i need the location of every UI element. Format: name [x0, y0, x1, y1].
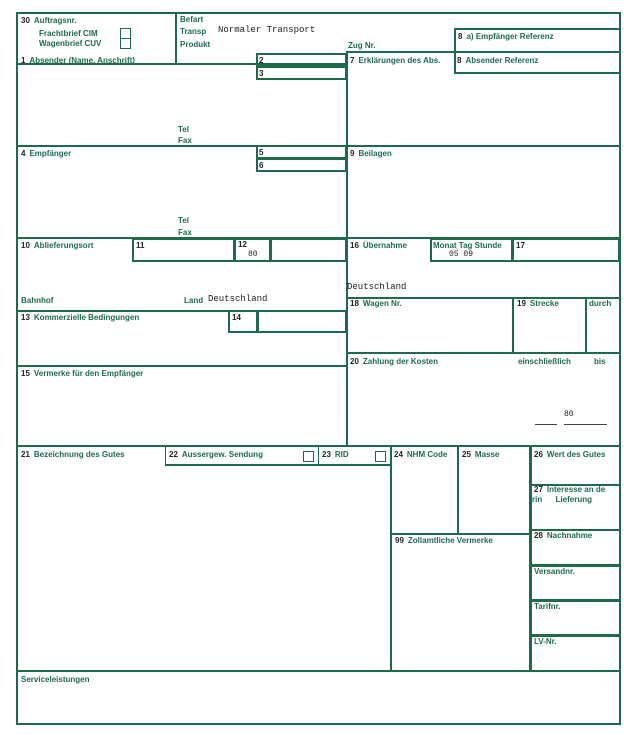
label-11: 11 — [136, 241, 145, 250]
label-26: 26 Wert des Gutes — [534, 450, 606, 459]
label-22: 22 Aussergew. Sendung — [169, 450, 263, 459]
label-4: 4 Empfänger — [21, 149, 72, 158]
label-6: 6 — [259, 161, 264, 170]
checkbox-23[interactable] — [375, 451, 386, 462]
label-20: 20 Zahlung der Kosten — [350, 357, 439, 366]
label-service: Serviceleistungen — [21, 675, 90, 684]
label-bis: bis — [594, 357, 606, 366]
field-20-value: 80 — [564, 410, 574, 419]
label-5: 5 — [259, 148, 264, 157]
label-21: 21 Bezeichnung des Gutes — [21, 450, 125, 459]
label-27b: rin Lieferung — [532, 495, 593, 504]
label-18: 18 Wagen Nr. — [350, 299, 402, 308]
label-durch: durch — [589, 299, 612, 308]
label-cim: Frachtbrief CIM — [39, 29, 98, 38]
label-15: 15 Vermerke für den Empfänger — [21, 369, 144, 378]
label-tel: Tel — [178, 125, 189, 134]
label-19: 19 Strecke — [517, 299, 559, 308]
field-2[interactable] — [256, 53, 347, 67]
label-10: 10 Ablieferungsort — [21, 241, 94, 250]
label-8: 8 Absender Referenz — [457, 56, 539, 65]
checkbox-cuv[interactable] — [120, 38, 131, 49]
label-23: 23 RID — [322, 450, 349, 459]
label-land: Land — [184, 296, 204, 305]
label-cuv: Wagenbrief CUV — [39, 39, 102, 48]
field-9[interactable] — [346, 145, 621, 239]
label-13: 13 Kommerzielle Bedingungen — [21, 313, 140, 322]
label-99: 99 Zollamtliche Vermerke — [395, 536, 493, 545]
label-tel: Tel — [178, 216, 189, 225]
label-2: 2 — [259, 56, 264, 65]
label-tarifnr: Tarifnr. — [534, 602, 561, 611]
label-17: 17 — [516, 241, 525, 250]
label-befart: Befart — [180, 15, 204, 24]
label-3: 3 — [259, 69, 264, 78]
field-12b[interactable] — [270, 238, 347, 262]
label-12: 12 — [238, 240, 247, 249]
label-bahnhof: Bahnhof — [21, 296, 54, 305]
label-25: 25 Masse — [462, 450, 500, 459]
label-16: 16 Übernahme — [350, 241, 407, 250]
transp-value: Normaler Transport — [218, 25, 316, 35]
label-fax: Fax — [178, 136, 192, 145]
label-9: 9 Beilagen — [350, 149, 392, 158]
field-5[interactable] — [256, 145, 347, 159]
label-24: 24 NHM Code — [394, 450, 448, 459]
label-27: 27 Interesse an de — [534, 485, 606, 494]
label-versandnr: Versandnr. — [534, 567, 575, 576]
field-12-value: 80 — [248, 250, 258, 259]
field-20[interactable] — [346, 352, 621, 447]
label-30: 30 Auftragsnr. — [21, 16, 77, 25]
label-1: 1 Absender (Name, Anschrift) — [21, 56, 135, 65]
label-transp: Transp — [180, 27, 207, 36]
field-21[interactable] — [16, 445, 392, 672]
checkbox-22[interactable] — [303, 451, 314, 462]
field-service[interactable] — [16, 670, 621, 725]
label-zug: Zug Nr. — [348, 41, 376, 50]
label-datetime: Monat Tag Stunde — [433, 241, 502, 250]
label-produkt: Produkt — [180, 40, 211, 49]
label-14: 14 — [232, 313, 241, 322]
country-value: Deutschland — [347, 282, 407, 292]
datetime-value: 05 09 — [449, 250, 474, 259]
label-einschliesslich: einschließlich — [518, 357, 571, 366]
land-value: Deutschland — [208, 294, 268, 304]
field-6[interactable] — [256, 158, 347, 172]
field-3[interactable] — [256, 66, 347, 80]
dash-line — [535, 424, 557, 425]
dash-line — [564, 424, 607, 425]
label-7: 7 Erklärungen des Abs. — [350, 56, 441, 65]
label-8a: 8 a) Empfänger Referenz — [458, 32, 554, 41]
label-fax: Fax — [178, 228, 192, 237]
label-28: 28 Nachnahme — [534, 531, 593, 540]
field-99[interactable] — [390, 533, 531, 672]
field-14b[interactable] — [257, 310, 347, 333]
label-lvnr: LV-Nr. — [534, 637, 557, 646]
